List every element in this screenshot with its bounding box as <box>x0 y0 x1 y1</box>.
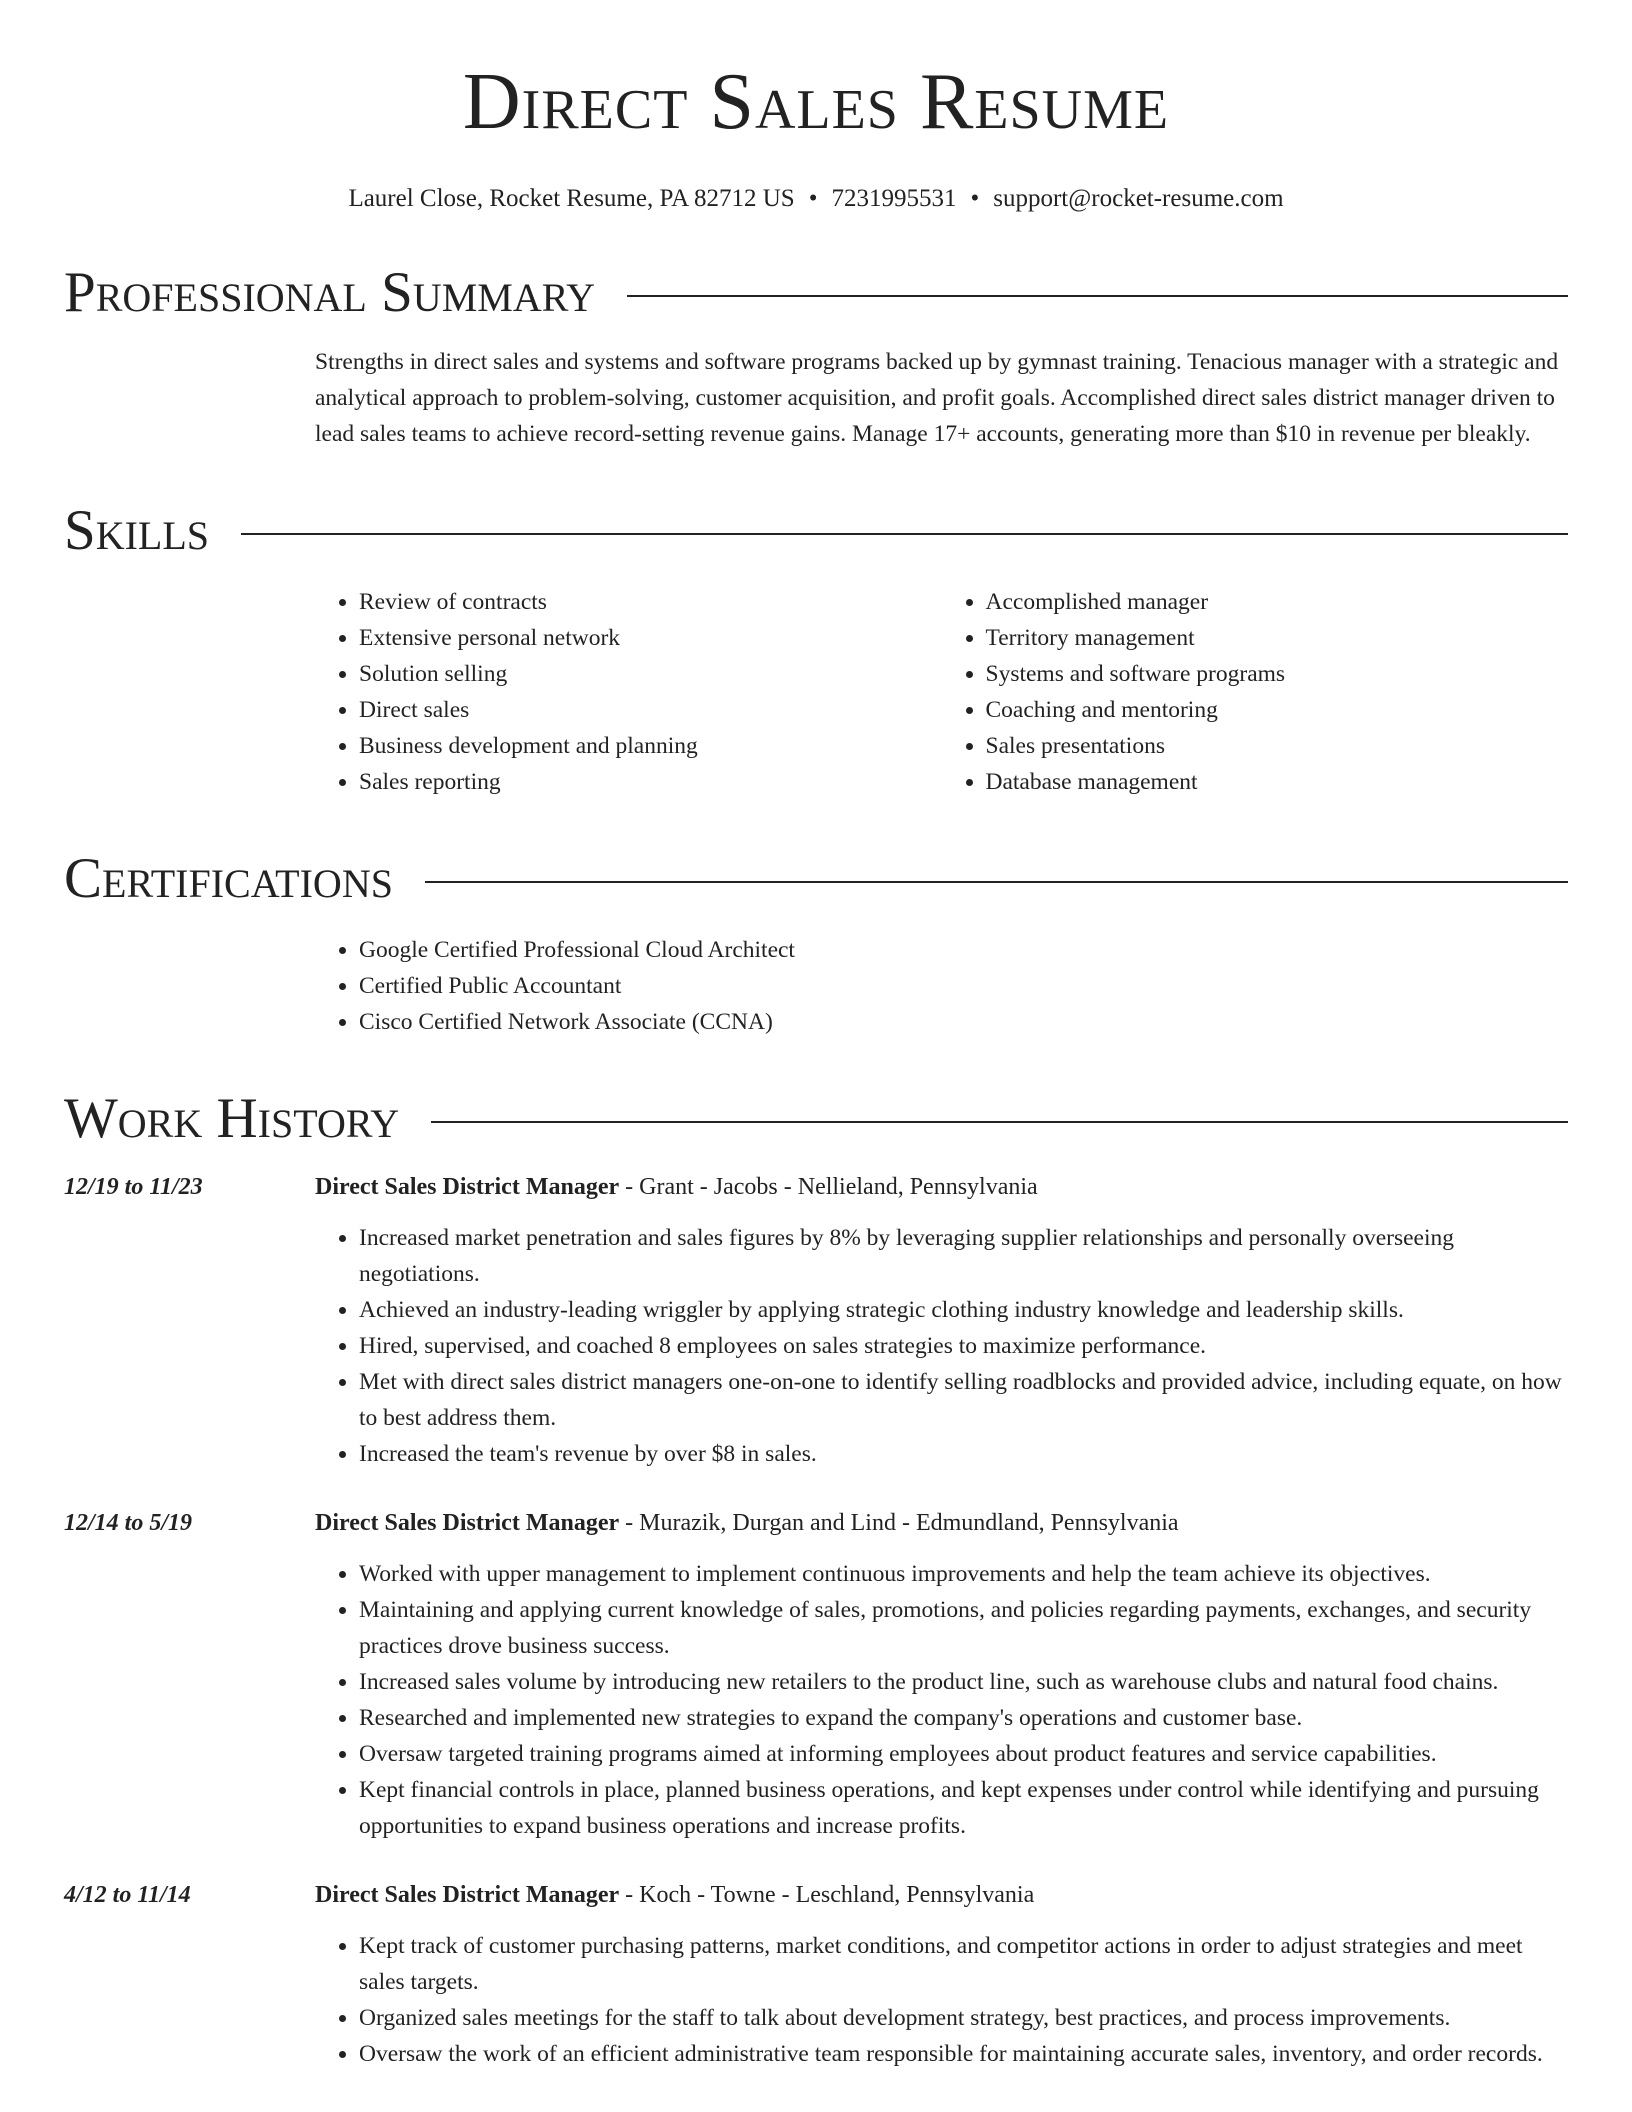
skill-item: • Database management <box>986 764 1569 800</box>
skills-column-right <box>942 584 1569 800</box>
job-bullet: • Increased the team's revenue by over $8 in sales. <box>359 1436 1568 1472</box>
job-dates: 4/12 to 11/14 <box>64 1882 191 1908</box>
certifications-heading: Certifications <box>64 847 393 910</box>
job-header <box>64 1170 1568 1204</box>
job-bullet: • Oversaw targeted training programs aimed at informing employees about product features and service capabilities. <box>359 1736 1568 1772</box>
job-title: Direct Sales District Manager <box>315 1174 620 1200</box>
job-bullets <box>315 1556 1568 1844</box>
job-company-location: - Murazik, Durgan and Lind - Edmundland, Pennsylvania <box>619 1510 1179 1536</box>
job-title: Direct Sales District Manager <box>315 1882 620 1908</box>
resume-title: Direct Sales Resume <box>462 58 1170 146</box>
skill-item: • Sales reporting <box>359 764 942 800</box>
skills-list <box>315 584 1568 800</box>
job-company-location: - Koch - Towne - Leschland, Pennsylvania <box>619 1882 1035 1908</box>
summary-section-header <box>64 262 1568 324</box>
job-bullet: • Increased market penetration and sales figures by 8% by leveraging supplier relationships and personally overseeing negotiations. <box>359 1220 1568 1292</box>
section-divider <box>627 295 1568 297</box>
contact-email: support@rocket-resume.com <box>993 185 1284 212</box>
summary-heading: Professional Summary <box>64 261 596 324</box>
job-company-location: - Grant - Jacobs - Nellieland, Pennsylvania <box>619 1174 1038 1200</box>
certifications-bullets <box>315 932 1568 1040</box>
skill-item: • Territory management <box>986 620 1569 656</box>
skill-item: • Business development and planning <box>359 728 942 764</box>
contact-separator: • <box>970 185 980 212</box>
certification-item: • Google Certified Professional Cloud Architect <box>359 932 1568 968</box>
certifications-list <box>315 932 1568 1040</box>
job-bullet: • Achieved an industry-leading wriggler by applying strategic clothing industry knowledge and leadership skills. <box>359 1292 1568 1328</box>
skill-item: • Systems and software programs <box>986 656 1569 692</box>
job-bullet: • Increased sales volume by introducing new retailers to the product line, such as warehouse clubs and natural food chains. <box>359 1664 1568 1700</box>
job-bullet: • Kept financial controls in place, planned business operations, and kept expenses under control while identifying and pursuing opportunities to expand business operations and increase profits. <box>359 1772 1568 1844</box>
skill-item: • Review of contracts <box>359 584 942 620</box>
job-bullet: • Hired, supervised, and coached 8 employees on sales strategies to maximize performance. <box>359 1328 1568 1364</box>
job-entry <box>64 1878 1568 2072</box>
job-bullet: • Worked with upper management to implement continuous improvements and help the team achieve its objectives. <box>359 1556 1568 1592</box>
job-title: Direct Sales District Manager <box>315 1510 620 1536</box>
skill-item: • Direct sales <box>359 692 942 728</box>
job-bullets <box>315 1928 1568 2072</box>
skills-section-header <box>64 500 1568 562</box>
job-bullet: • Organized sales meetings for the staff to talk about development strategy, best practices, and process improvements. <box>359 2000 1568 2036</box>
job-bullet: • Kept track of customer purchasing patterns, market conditions, and competitor actions in order to adjust strategies and meet sales targets. <box>359 1928 1568 2000</box>
job-bullets <box>315 1220 1568 1472</box>
certification-item: • Certified Public Accountant <box>359 968 1568 1004</box>
job-entry <box>64 1506 1568 1844</box>
skill-item: • Coaching and mentoring <box>986 692 1569 728</box>
contact-line <box>64 184 1568 214</box>
certification-item: • Cisco Certified Network Associate (CCNA) <box>359 1004 1568 1040</box>
job-entry <box>64 1170 1568 1472</box>
contact-address: Laurel Close, Rocket Resume, PA 82712 US <box>348 185 795 212</box>
job-bullet: • Maintaining and applying current knowledge of sales, promotions, and policies regarding payments, exchanges, and security practices drove business success. <box>359 1592 1568 1664</box>
job-bullet: • Oversaw the work of an efficient administrative team responsible for maintaining accurate sales, inventory, and order records. <box>359 2036 1568 2072</box>
job-dates: 12/19 to 11/23 <box>64 1174 203 1200</box>
contact-phone: 7231995531 <box>831 185 957 212</box>
job-bullet: • Met with direct sales district managers one-on-one to identify selling roadblocks and provided advice, including equate, on how to best address them. <box>359 1364 1568 1436</box>
skill-item: • Sales presentations <box>986 728 1569 764</box>
certifications-section-header <box>64 848 1568 910</box>
job-header <box>64 1506 1568 1540</box>
skill-item: • Accomplished manager <box>986 584 1569 620</box>
job-dates: 12/14 to 5/19 <box>64 1510 193 1536</box>
skill-item: • Extensive personal network <box>359 620 942 656</box>
work-history-section-header <box>64 1088 1568 1150</box>
section-divider <box>431 1121 1568 1123</box>
section-divider <box>241 533 1568 535</box>
skill-item: • Solution selling <box>359 656 942 692</box>
summary-text: Strengths in direct sales and systems and software programs backed up by gymnast training. Tenacious manager with a strategic and analytical approach to problem-solving, customer acquisition, and profit goals. Accomplished direct sales district manager driven to lead sales teams to achieve record-setting revenue gains. Manage 17+ accounts, generating more than $10 in revenue per bleakly. <box>315 349 1559 447</box>
skills-column-left <box>315 584 942 800</box>
job-header <box>64 1878 1568 1912</box>
skills-heading: Skills <box>64 499 210 562</box>
contact-separator: • <box>808 185 818 212</box>
work-history-heading: Work History <box>64 1087 400 1150</box>
section-divider <box>425 881 1568 883</box>
job-bullet: • Researched and implemented new strategies to expand the company's operations and customer base. <box>359 1700 1568 1736</box>
